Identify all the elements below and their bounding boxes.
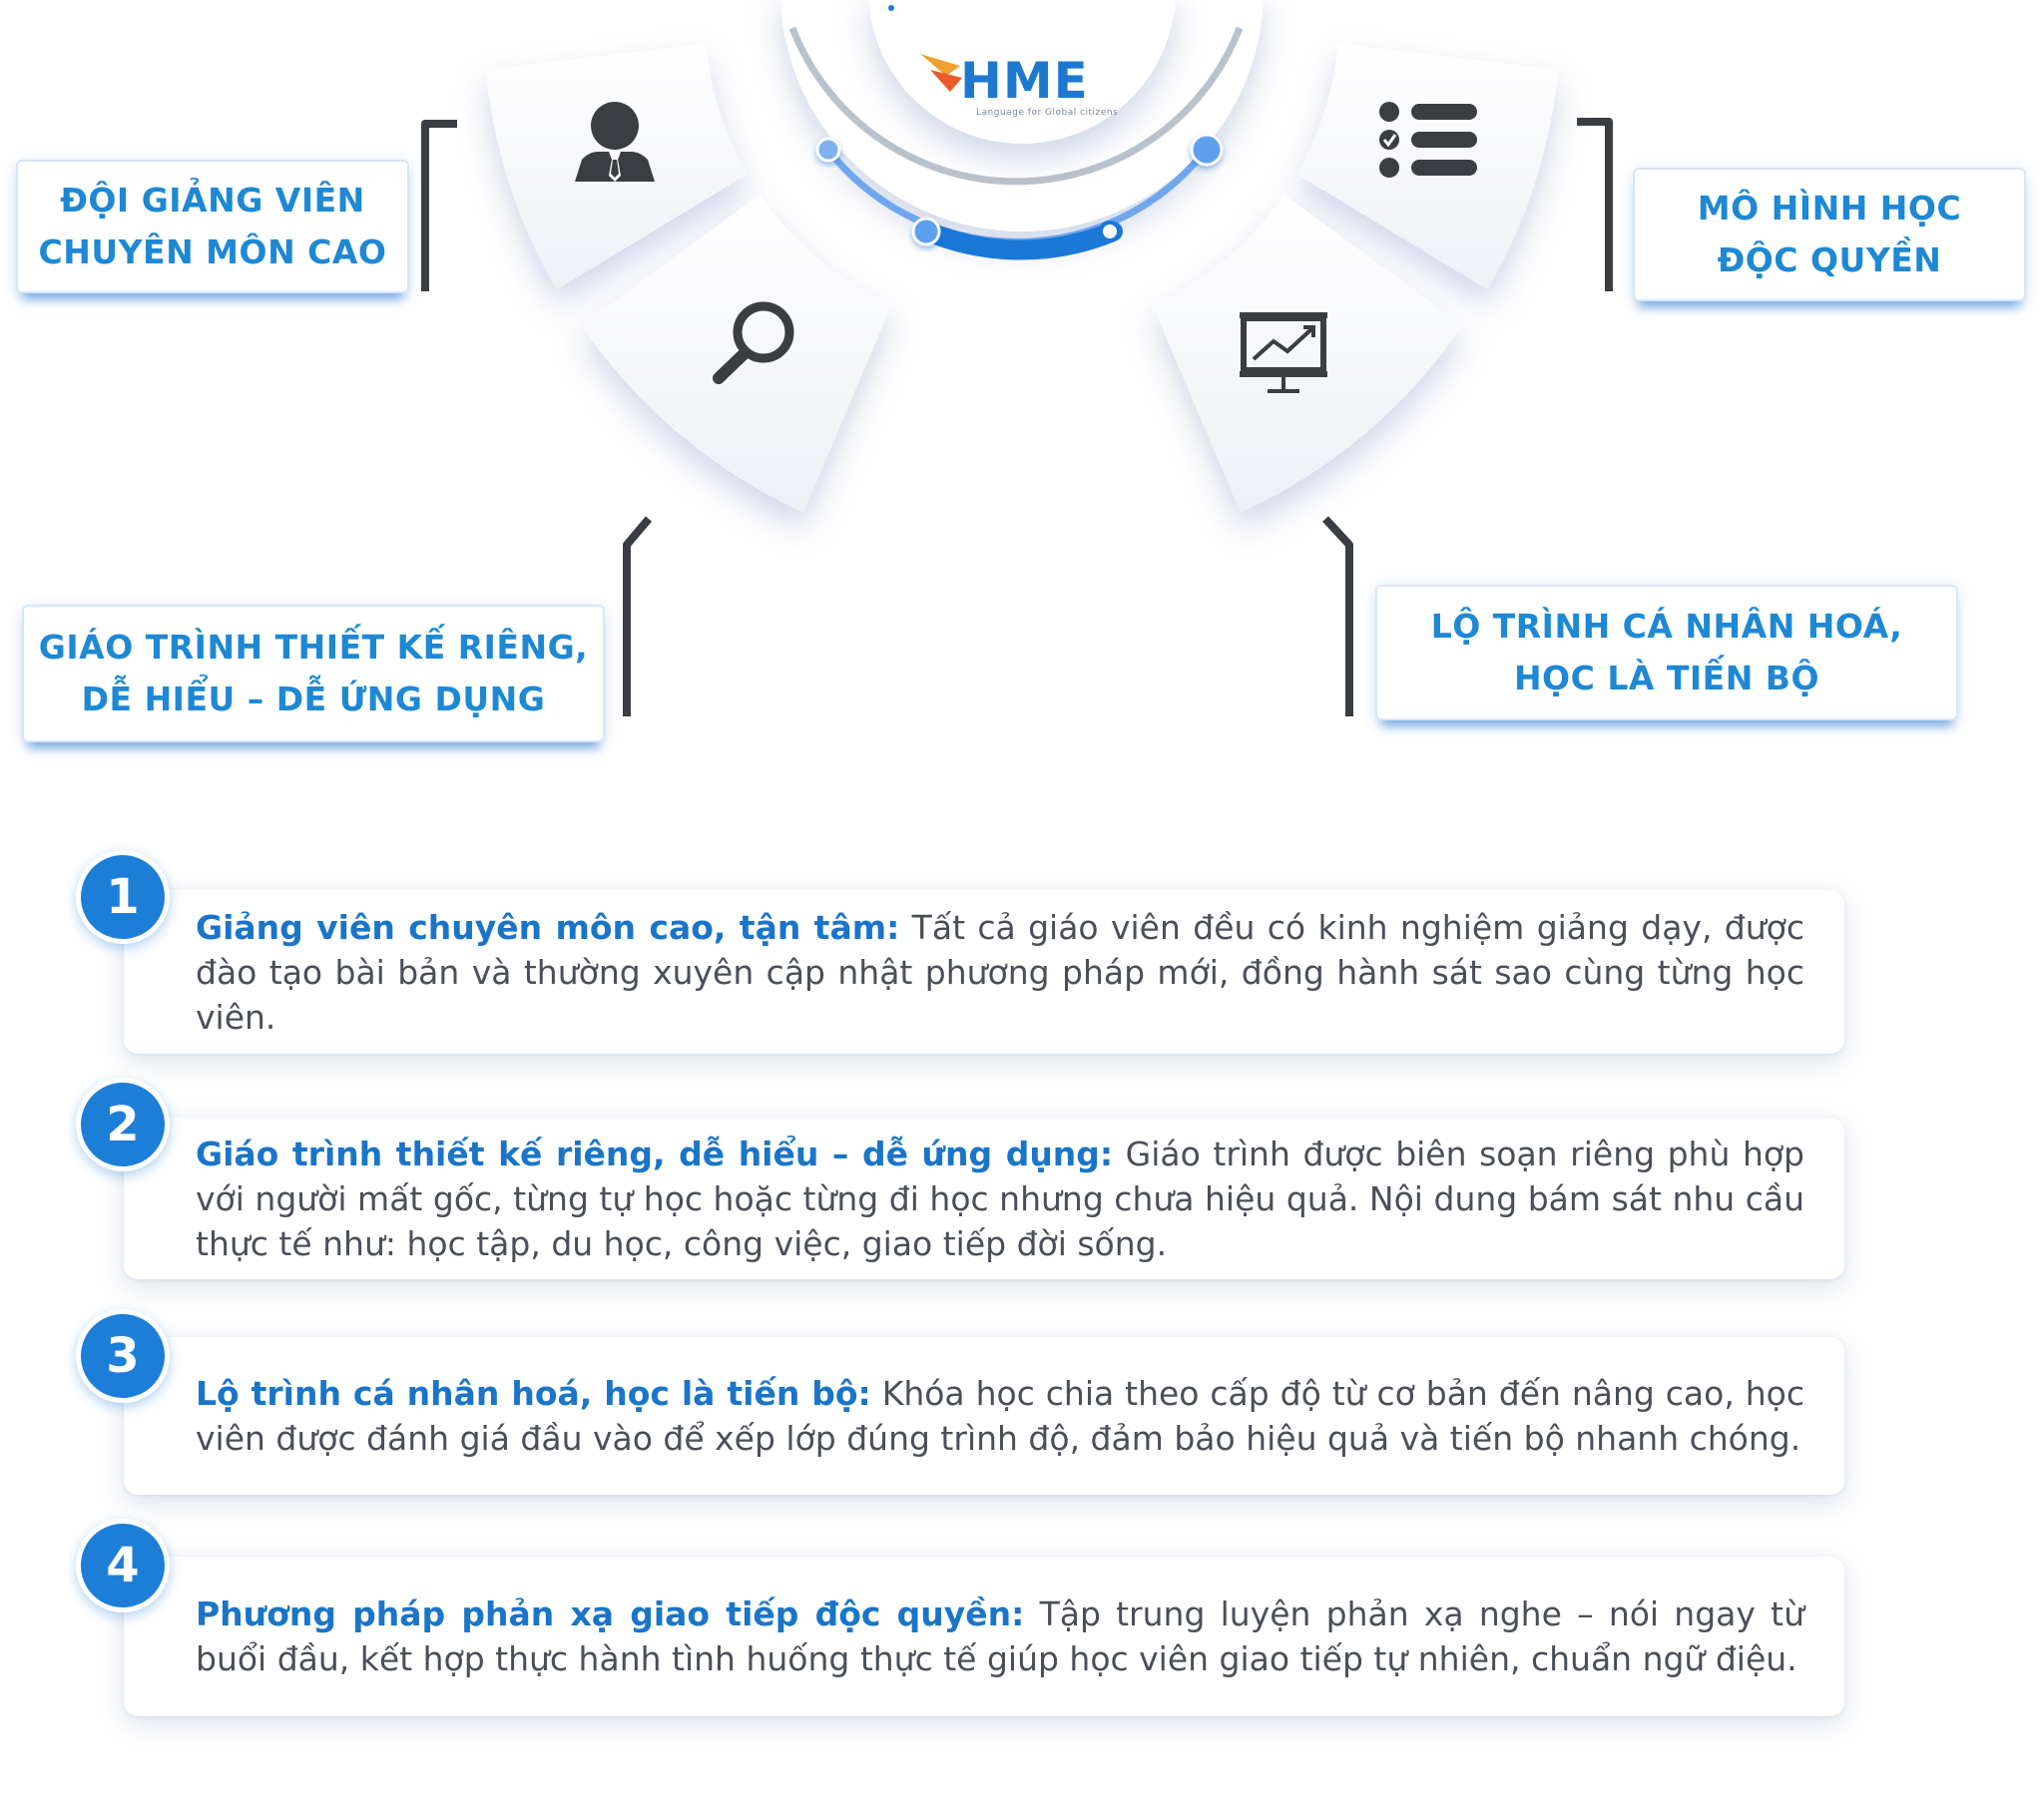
feature-label-line: GIÁO TRÌNH THIẾT KẾ RIÊNG,	[38, 628, 589, 667]
detail-card-1	[124, 890, 1844, 1054]
feature-label-line: CHUYÊN MÔN CAO	[38, 232, 387, 271]
number-badge-1: 1	[76, 850, 170, 944]
connector-roadmap	[1325, 519, 1349, 716]
detail-title: Lộ trình cá nhân hoá, học là tiến bộ:	[196, 1374, 871, 1413]
connector-curriculum	[627, 519, 649, 716]
connector-teacher	[425, 124, 457, 291]
logo-tagline: Language for Global citizens	[976, 108, 1119, 118]
feature-label-line: ĐỘC QUYỀN	[1717, 240, 1942, 279]
feature-label-curriculum	[22, 605, 605, 742]
detail-body: Giáo trình được biên soạn riêng phù hợp với người mất gốc, từng tự học hoặc từng đi học nhưng chưa hiệu quả. Nội dung bám sát nhu cầu thực tế như: học tập, du học, công việc, giao tiếp đời sống.	[196, 1134, 1804, 1263]
detail-card-4	[124, 1557, 1844, 1716]
detail-title: Giảng viên chuyên môn cao, tận tâm:	[196, 907, 900, 947]
detail-text	[196, 1132, 1804, 1266]
feature-label-line: DỄ HIỂU – DỄ ỨNG DỤNG	[81, 680, 546, 718]
feature-label-line: HỌC LÀ TIẾN BỘ	[1513, 659, 1820, 697]
logo-wordmark: HME	[960, 52, 1089, 110]
detail-body: Khóa học chia theo cấp độ từ cơ bản đến nâng cao, học viên được đánh giá đầu vào để xếp lớp đúng trình độ, đảm bảo hiệu quả và tiến bộ nhanh chóng.	[196, 1374, 1805, 1458]
connector-model	[1577, 122, 1609, 291]
detail-text	[196, 1371, 1804, 1461]
detail-title: Giáo trình thiết kế riêng, dễ hiểu – dễ ứng dụng:	[196, 1134, 1114, 1173]
detail-text	[196, 1591, 1804, 1681]
feature-label-line: LỘ TRÌNH CÁ NHÂN HOÁ,	[1430, 607, 1903, 646]
feature-label-roadmap	[1375, 585, 1958, 720]
number-badge-2: 2	[76, 1078, 170, 1171]
detail-body: Tập trung luyện phản xạ nghe – nói ngay từ buổi đầu, kết hợp thực hành tình huống thực tế giúp học viên giao tiếp tự nhiên, chuẩn ngữ điệu.	[196, 1594, 1804, 1678]
feature-label-model	[1633, 168, 2026, 301]
number-badge-4: 4	[76, 1519, 170, 1612]
feature-label-line: MÔ HÌNH HỌC	[1697, 189, 1962, 227]
feature-label-teacher	[16, 160, 409, 293]
detail-card-2	[124, 1118, 1844, 1279]
detail-text	[196, 905, 1804, 1040]
center-logo-badge	[780, 0, 1264, 250]
number-badge-3: 3	[76, 1309, 170, 1403]
detail-card-3	[124, 1337, 1844, 1495]
detail-body: Tất cả giáo viên đều có kinh nghiệm giảng dạy, được đào tạo bài bản và thường xuyên cập nhật phương pháp mới, đồng hành sát sao cùng từng học viên.	[196, 907, 1804, 1037]
detail-title: Phương pháp phản xạ giao tiếp độc quyền:	[196, 1594, 1025, 1633]
checklist-icon	[1379, 102, 1477, 178]
feature-label-line: ĐỘI GIẢNG VIÊN	[60, 181, 365, 220]
